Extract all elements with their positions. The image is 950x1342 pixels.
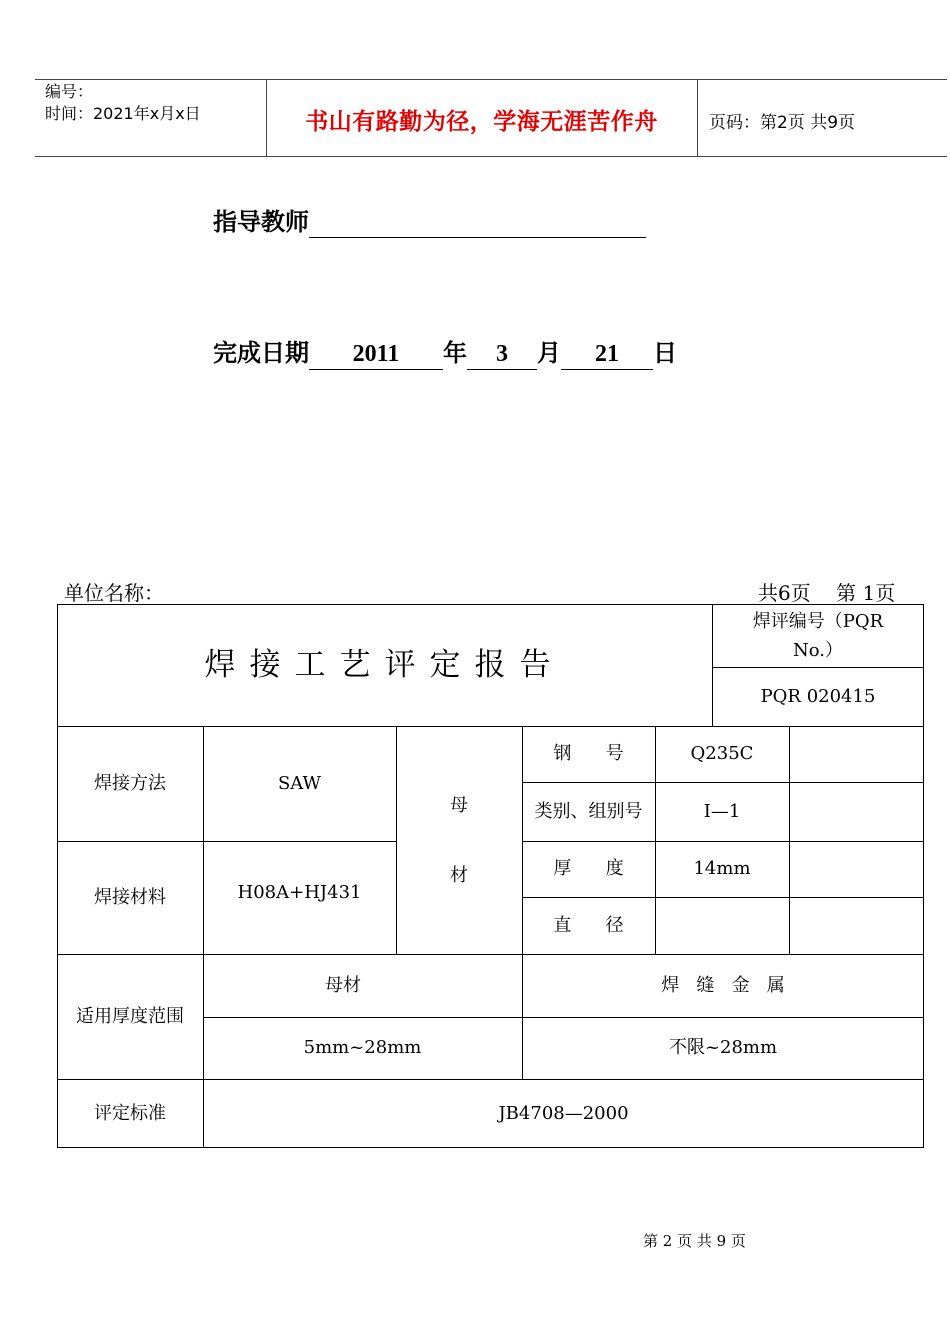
page-footer: 第 2 页 共 9 页 [643,1232,746,1250]
category-value: I—1 [703,800,741,822]
steel-grade-label: 钢 号 [553,743,624,764]
unit-name-label: 单位名称： [64,581,164,605]
thickness-range-label: 适用厚度范围 [76,1005,184,1027]
col-5 [789,726,790,954]
header-page-code: 页码：第2页 共9页 [709,113,856,133]
header-divider-right [697,79,698,157]
pqr-number-value: PQR 020415 [760,685,876,707]
category-label: 类别、组别号 [534,800,643,822]
base-metal-label-bottom: 材 [450,865,468,886]
advisor-label: 指导教师 [213,208,309,236]
completion-day: 21 [561,339,653,370]
completion-date-label: 完成日期 [213,339,309,367]
thickness-label: 厚 度 [553,858,624,879]
weld-method-value: SAW [277,772,322,794]
range-weld-metal-value: 不限~28mm [668,1037,778,1058]
year-unit: 年 [443,339,467,367]
advisor-signature-blank [309,207,646,238]
range-weld-metal-label: 焊 缝 金 属 [661,974,785,996]
header-bottom-rule [35,156,947,157]
base-metal-label-top: 母 [450,795,468,816]
header-top-rule [35,79,947,80]
range-base-metal-value: 5mm~28mm [303,1037,422,1058]
steel-grade-value: Q235C [690,743,754,764]
weld-material-label: 焊接材料 [94,886,166,908]
document-number-label: 编号： [45,82,94,101]
diameter-label: 直 径 [553,914,624,936]
advisor-line [213,202,646,238]
report-page-info: 共6页 第 1页 [758,581,896,605]
diameter-value [655,897,789,954]
report-title: 焊接工艺评定报告 [204,647,565,683]
weld-method-label: 焊接方法 [94,772,166,794]
completion-year: 2011 [309,339,443,370]
weld-material-value: H08A+HJ431 [237,882,362,903]
document-time-label: 时间：2021年x月x日 [45,104,201,123]
pqr-number-label: 焊评编号（PQR No.） [752,610,884,661]
month-unit: 月 [537,339,561,367]
standard-value: JB4708—2000 [498,1102,629,1124]
header-motto: 书山有路勤为径，学海无涯苦作舟 [305,109,658,135]
thickness-value: 14mm [693,858,751,879]
completion-date-line [213,333,677,370]
day-unit: 日 [653,339,677,367]
completion-month: 3 [467,339,537,370]
standard-label: 评定标准 [94,1102,166,1124]
range-base-metal-label: 母材 [325,974,361,996]
col-2 [396,726,397,954]
